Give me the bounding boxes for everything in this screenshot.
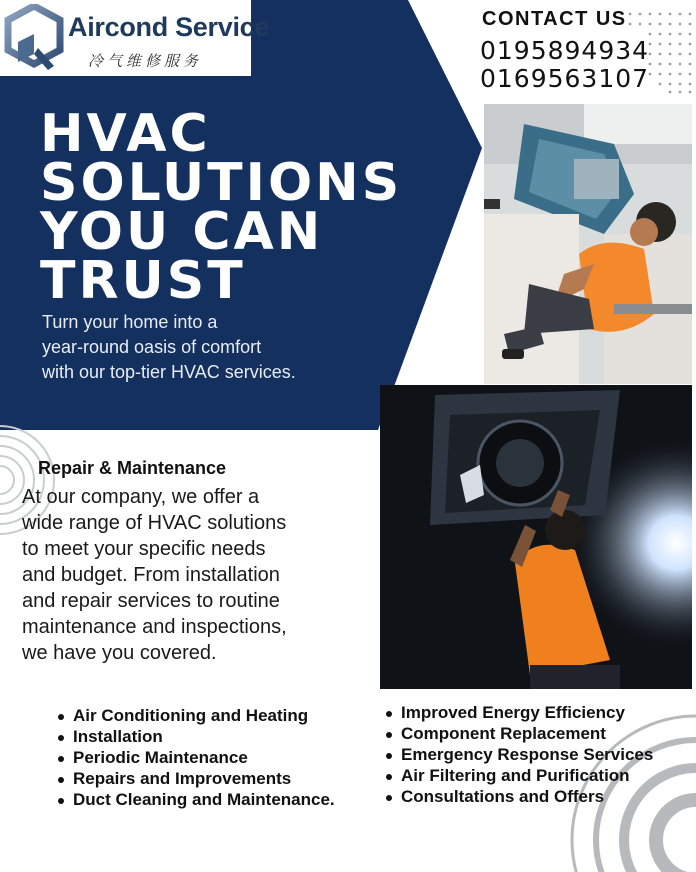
service-item: Installation bbox=[58, 727, 163, 747]
logo-subtitle: 冷气维修服务 bbox=[88, 52, 203, 70]
repair-body-line: wide range of HVAC solutions bbox=[22, 512, 287, 534]
benefit-item: Consultations and Offers bbox=[386, 787, 604, 807]
headline-line: HVAC bbox=[40, 104, 211, 164]
repair-body-line: and budget. From installation bbox=[22, 564, 280, 586]
bullet-icon bbox=[58, 735, 64, 741]
technician-photo-bottom bbox=[380, 385, 692, 689]
logo-mark-icon bbox=[4, 4, 64, 72]
tagline-line: year-round oasis of comfort bbox=[42, 337, 262, 357]
service-item: Duct Cleaning and Maintenance. bbox=[58, 790, 335, 810]
bullet-icon bbox=[386, 774, 392, 780]
bullet-icon bbox=[386, 711, 392, 717]
logo-title: Aircond Service bbox=[68, 12, 270, 42]
headline-line: TRUST bbox=[40, 251, 246, 311]
bullet-icon bbox=[386, 753, 392, 759]
repair-body-line: we have you covered. bbox=[22, 642, 217, 664]
repair-body-line: At our company, we offer a bbox=[22, 486, 260, 508]
headline-line: SOLUTIONS bbox=[40, 153, 403, 213]
dot-pattern-decoration bbox=[626, 10, 692, 94]
bullet-icon bbox=[58, 756, 64, 762]
benefit-item: Emergency Response Services bbox=[386, 745, 653, 765]
repair-body-line: maintenance and inspections, bbox=[22, 616, 287, 638]
technician-photo-top bbox=[484, 104, 692, 384]
repair-heading: Repair & Maintenance bbox=[38, 458, 227, 478]
bullet-icon bbox=[58, 714, 64, 720]
repair-body-line: to meet your specific needs bbox=[22, 538, 266, 560]
benefit-item: Air Filtering and Purification bbox=[386, 766, 630, 786]
benefit-item: Component Replacement bbox=[386, 724, 606, 744]
phone-number[interactable]: 0195894934 bbox=[480, 36, 650, 65]
repair-body-line: and repair services to routine bbox=[22, 590, 280, 612]
service-item: Repairs and Improvements bbox=[58, 769, 291, 789]
phone-number[interactable]: 0169563107 bbox=[480, 64, 650, 93]
contact-label: CONTACT US bbox=[482, 8, 627, 30]
logo[interactable] bbox=[0, 0, 270, 76]
bullet-icon bbox=[386, 795, 392, 801]
service-item: Air Conditioning and Heating bbox=[58, 706, 308, 726]
benefit-item: Improved Energy Efficiency bbox=[386, 703, 625, 723]
tagline-line: Turn your home into a bbox=[42, 312, 218, 332]
headline-line: YOU CAN bbox=[40, 202, 324, 262]
bullet-icon bbox=[58, 777, 64, 783]
tagline-line: with our top-tier HVAC services. bbox=[42, 362, 296, 382]
service-item: Periodic Maintenance bbox=[58, 748, 248, 768]
bullet-icon bbox=[386, 732, 392, 738]
bullet-icon bbox=[58, 798, 64, 804]
